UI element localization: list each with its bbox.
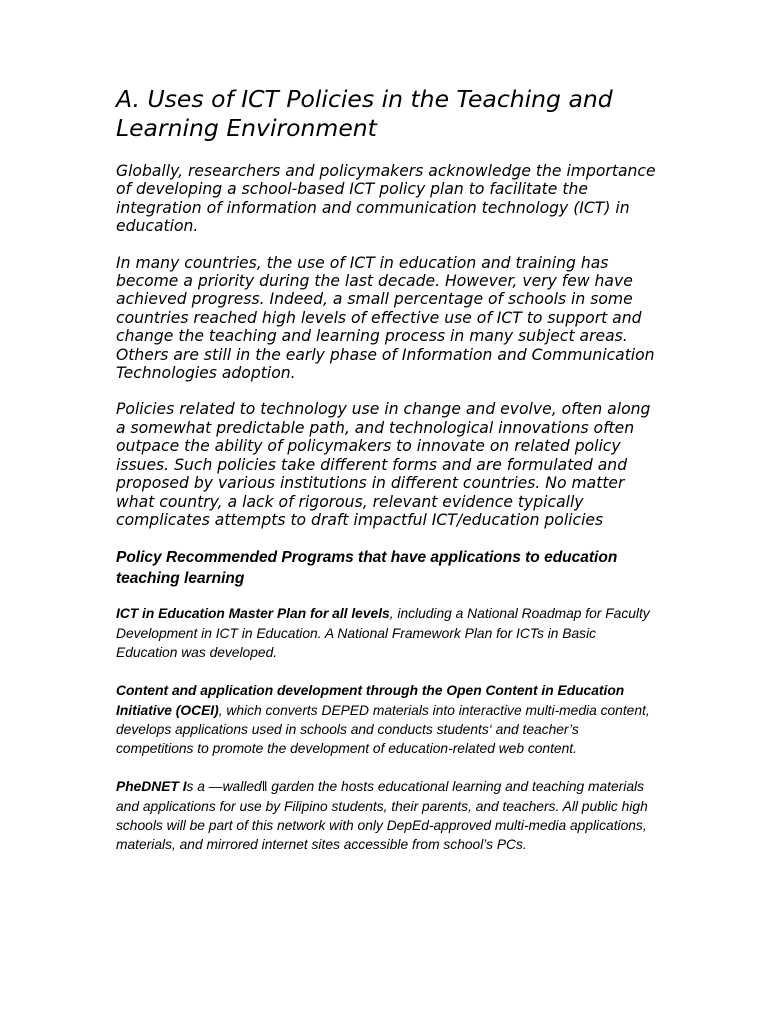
program-text: s a ―walled‖ garden the hosts educational learning and teaching materials and applications for use by Filipino students, their parents, and teachers. All public high schools will be part of this network with only DepEd-approved multi-media applications, materials, and mirrored internet sites accessible from school’s PCs. (116, 779, 648, 853)
program-text: , which converts DEPED materials into interactive multi-media content, develops applications used in schools and conducts students‘ and teacher’s competitions to promote the development of education-related web content. (116, 702, 650, 757)
document-content (116, 85, 656, 874)
paragraph-intro: Globally, researchers and policymakers acknowledge the importance of developing a school-based ICT policy plan to facilitate the integration of information and communication technology (ICT) in education. (116, 162, 656, 236)
program-master-plan (116, 604, 656, 662)
program-title: Content and application development through the Open Content in Education Initiative (OCEI) (116, 683, 625, 718)
paragraph-policies: Policies related to technology use in change and evolve, often along a somewhat predictable path, and technological innovations often outpace the ability of policymakers to innovate on related policy issues. Such policies take different forms and are formulated and proposed by various institutions in different countries. No matter what country, a lack of rigorous, relevant evidence typically complicates attempts to draft impactful ICT/education policies (116, 400, 651, 529)
program-content-development (116, 681, 656, 758)
program-phednet (116, 777, 656, 854)
program-text: , including a National Roadmap for Faculty Development in ICT in Education. A National Framework Plan for ICTs in Basic Education was developed. (116, 606, 650, 660)
program-title: PheDNET I (116, 779, 187, 795)
section-subheading: Policy Recommended Programs that have applications to education teaching learning (116, 549, 618, 588)
paragraph-countries: In many countries, the use of ICT in education and training has become a priority during the last decade. However, very few have achieved progress. Indeed, a small percentage of schools in some countries reached high levels of effective use of ICT to support and change the teaching and learning process in many subject areas. Others are still in the early phase of Information and Communication Technologies adoption. (116, 253, 655, 383)
page-title: A. Uses of ICT Policies in the Teaching and Learning Environment (116, 85, 613, 142)
program-title: ICT in Education Master Plan for all levels (116, 606, 390, 622)
